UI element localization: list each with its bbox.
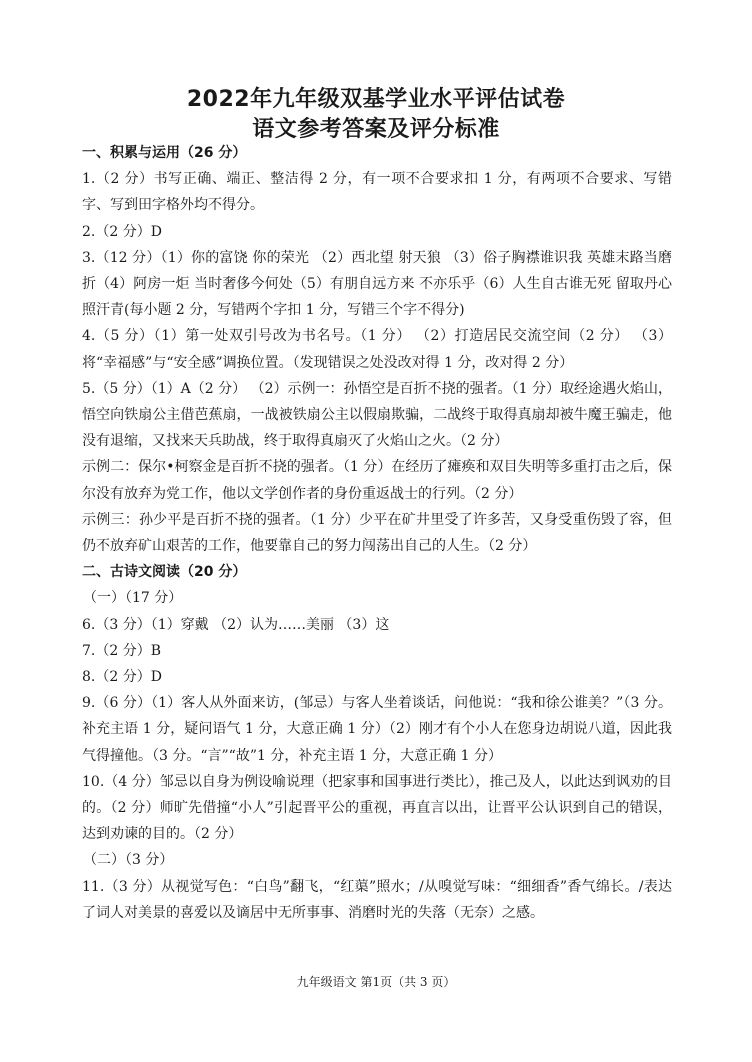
- subsection-heading-1: （一）（17 分）: [83, 590, 183, 607]
- answer-item-5-example-2: 示例二：保尔•柯察金是百折不挠的强者。（1 分）在经历了瘫痪和双目失明等多重打击之后，保尔没有放弃为党工作，他以文学创作者的身份重返战士的行列。（2 分）: [82, 459, 672, 502]
- answer-item-8: 8.（2 分）D: [82, 669, 162, 686]
- answer-item-3: 3.（12 分）（1）你的富饶 你的荣光 （2）西北望 射天狼 （3）俗子胸襟谁识我 英雄末路当磨折（4）阿房一炬 当时奢侈今何处（5）有朋自远方来 不亦乐乎（6）人生自古谁无死 留取丹心照汗青(每小题 2 分，写错两个字扣 1 分，写错三个字不得分): [82, 249, 672, 319]
- answer-item-2: 2.（2 分）D: [82, 223, 162, 240]
- answer-item-5: 5.（5 分）（1）A（2 分） （2）示例一：孙悟空是百折不挠的强者。（1 分）取经途遇火焰山，悟空向铁扇公主借芭蕉扇，一战被铁扇公主以假扇欺骗，二战终于取得真扇却被牛魔王骗走，他没有退缩，又找来天兵助战，终于取得真扇灭了火焰山之火。（2 分）: [82, 380, 672, 450]
- subsection-heading-2: （二）（3 分）: [83, 852, 174, 869]
- answer-item-11: 11.（3 分）从视觉写色：“白鸟”翻飞，“红蕖”照水；/从嗅觉写味：“细细香”香气绵长。/表达了词人对美景的喜爱以及谪居中无所事事、消磨时光的失落（无奈）之感。: [82, 878, 672, 921]
- answer-item-7: 7.（2 分）B: [82, 642, 162, 659]
- answer-item-10: 10.（4 分）邹忌以自身为例设喻说理（把家事和国事进行类比），推己及人，以此达到讽劝的目的。（2 分）师旷先借撞“小人”引起晋平公的重视，再直言以出，让晋平公认识到自己的错误，达到劝谏的目的。（2 分）: [82, 773, 672, 843]
- answer-item-6: 6.（3 分）（1）穿戴 （2）认为……美丽 （3）这: [82, 616, 390, 633]
- answer-item-5-example-3: 示例三：孙少平是百折不挠的强者。（1 分）少平在矿井里受了许多苦，又身受重伤毁了容，但仍不放弃矿山艰苦的工作，他要靠自己的努力闯荡出自己的人生。（2 分）: [82, 511, 672, 555]
- answer-item-1: 1.（2 分）书写正确、端正、整洁得 2 分，有一项不合要求扣 1 分，有两项不合要求、写错字、写到田字格外均不得分。: [82, 171, 672, 214]
- answer-content: [82, 140, 672, 926]
- document-title: 2022年九年级双基学业水平评估试卷: [186, 87, 566, 112]
- section-heading-1: 一、积累与运用（26 分）: [82, 145, 247, 161]
- answer-item-4: 4.（5 分）（1）第一处双引号改为书名号。（1 分） （2）打造居民交流空间（2 分） （3）将“幸福感”与“安全感”调换位置。（发现错误之处没改对得 1 分，改对得 2 分）: [82, 328, 672, 371]
- section-heading-2: 二、古诗文阅读（20 分）: [82, 564, 247, 581]
- answer-item-9: 9.（6 分）（1）客人从外面来访，(邹忌）与客人坐着谈话，问他说：“我和徐公谁美？”（3 分。补充主语 1 分，疑问语气 1 分，大意正确 1 分）（2）刚才有个小人在您身边胡说八道，因此我气得撞他。（3 分。“言”“故”1 分，补充主语 1 分，大意正确 1 分）: [82, 695, 672, 764]
- document-subtitle: 语文参考答案及评分标准: [252, 117, 500, 142]
- page-footer: 九年级语文 第1页（共 3 页）: [296, 975, 456, 989]
